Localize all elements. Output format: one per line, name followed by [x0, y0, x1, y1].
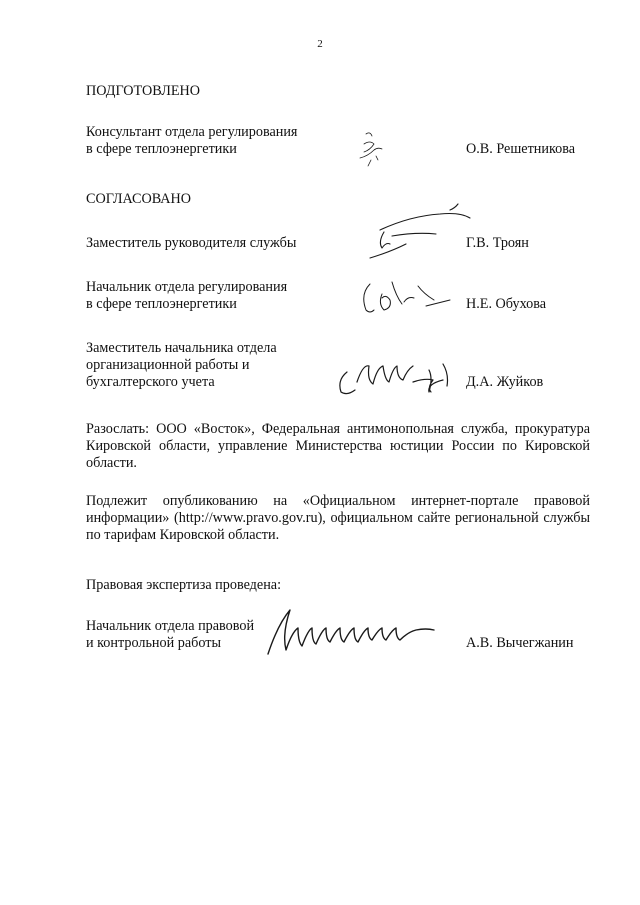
- publication-paragraph: Подлежит опубликованию на «Официальном интернет-портале правовой информации» (http://www.pravo.gov.ru), официальном сайте региональной службы по тарифам Кировской области.: [86, 493, 590, 543]
- agreed-role-zhuikov-line1: Заместитель начальника отдела: [86, 340, 277, 356]
- legal-review-statement: Правовая экспертиза проведена:: [86, 577, 282, 593]
- agreed-role-obukhova-line1: Начальник отдела регулирования: [86, 279, 288, 295]
- legal-review-role-line1: Начальник отдела правовой: [86, 618, 255, 634]
- signature-troyan: [362, 200, 472, 272]
- agreed-role-zhuikov-line2: организационной работы и: [86, 357, 250, 373]
- agreed-heading: СОГЛАСОВАНО: [86, 191, 192, 207]
- agreed-role-troyan: Заместитель руководителя службы: [86, 235, 297, 251]
- page-number: 2: [317, 38, 323, 50]
- agreed-name-obukhova: Н.Е. Обухова: [466, 296, 547, 312]
- legal-review-role-line2: и контрольной работы: [86, 635, 221, 651]
- prepared-name: О.В. Решетникова: [466, 141, 576, 157]
- prepared-heading: ПОДГОТОВЛЕНО: [86, 83, 200, 99]
- distribution-paragraph: Разослать: ООО «Восток», Федеральная антимонопольная служба, прокуратура Кировской области, управление Министерства юстиции России по Кировской области.: [86, 421, 590, 471]
- signature-obukhova: [356, 272, 456, 320]
- agreed-name-zhuikov: Д.А. Жуйков: [466, 374, 544, 390]
- agreed-role-obukhova-line2: в сфере теплоэнергетики: [86, 296, 237, 312]
- agreed-name-troyan: Г.В. Троян: [466, 235, 529, 251]
- legal-review-name: А.В. Вычегжанин: [466, 635, 574, 651]
- prepared-role-line2: в сфере теплоэнергетики: [86, 141, 237, 157]
- agreed-role-zhuikov-line3: бухгалтерского учета: [86, 374, 215, 390]
- signature-zhuikov: [333, 358, 465, 398]
- prepared-role-line1: Консультант отдела регулирования: [86, 124, 298, 140]
- signature-reshetnikova: [346, 128, 396, 174]
- signature-vychegzhanin: [262, 604, 474, 660]
